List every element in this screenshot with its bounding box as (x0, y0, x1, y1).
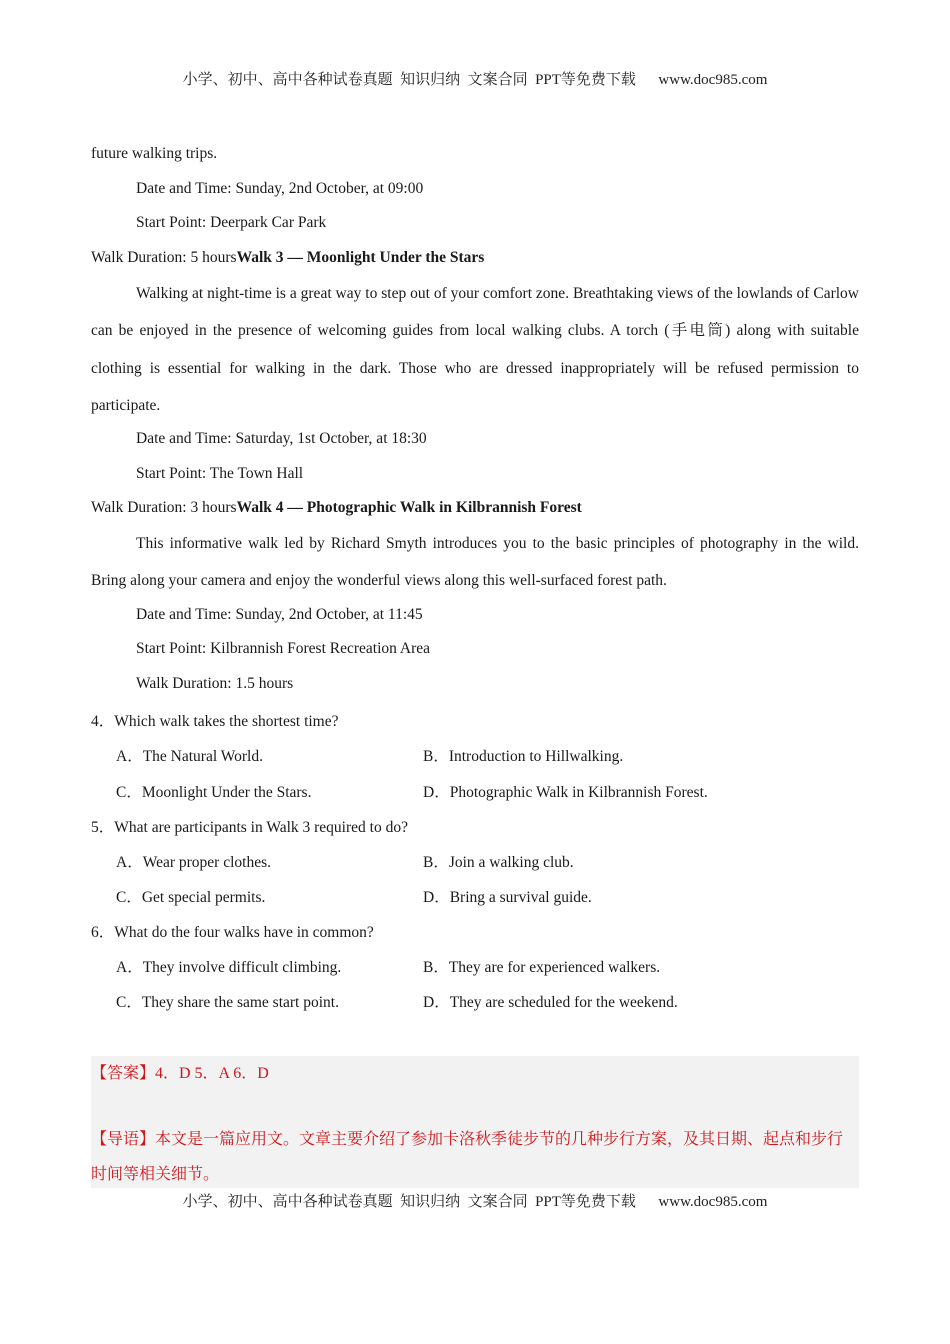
walk4-duration: Walk Duration: 1.5 hours (136, 675, 294, 692)
question-6-option-a: A．They involve difficult climbing. (116, 959, 342, 976)
walk3-duration: Walk Duration: 3 hours (91, 499, 237, 516)
walk3-start: Start Point: The Town Hall (136, 465, 304, 482)
walk2-date: Date and Time: Sunday, 2nd October, at 09:00 (136, 180, 424, 197)
walk2-duration: Walk Duration: 5 hours (91, 249, 237, 266)
walk4-date: Date and Time: Sunday, 2nd October, at 11:45 (136, 606, 423, 623)
page-footer: 小学、初中、高中各种试卷真题 知识归纳 文案合同 PPT等免费下载 www.doc985.com (182, 1194, 768, 1210)
walk3-date: Date and Time: Saturday, 1st October, at 18:30 (136, 430, 427, 447)
reading-guide: 【导语】本文是一篇应用文。文章主要介绍了参加卡洛秋季徒步节的几种步行方案，及其日期、起点和步行时间等相关细节。 (91, 1131, 844, 1183)
walk2-start: Start Point: Deerpark Car Park (136, 214, 327, 231)
question-6-option-b: B．They are for experienced walkers. (423, 959, 661, 976)
walk4-body-text: This informative walk led by Richard Smyth introduces you to the basic principles of photography in the wild. Bring along your camera and enjoy the wonderful views along this well-surfaced forest path. (91, 535, 859, 590)
walk3-body-text: Walking at night-time is a great way to step out of your comfort zone. Breathtaking views of the lowlands of Carlow can be enjoyed in the presence of welcoming guides from local walking clubs. A torch (手电筒) along with suitable clothing is essential for walking in the dark. Those who are dressed inappropriately will be refused permission to participate. (91, 285, 859, 414)
question-4-stem: 4．Which walk takes the shortest time? (91, 713, 339, 730)
question-5-stem: 5．What are participants in Walk 3 required to do? (91, 819, 408, 836)
question-4-option-a: A．The Natural World. (116, 748, 263, 765)
answer-key: 【答案】4．D 5．A 6．D (91, 1065, 269, 1082)
walk4-body (91, 525, 859, 600)
question-4-option-d: D．Photographic Walk in Kilbrannish Forest. (423, 784, 708, 801)
question-5-option-d: D．Bring a survival guide. (423, 889, 592, 906)
continuation-text: future walking trips. (91, 145, 218, 162)
walk3-body (91, 275, 859, 424)
question-4-option-c: C．Moonlight Under the Stars. (116, 784, 312, 801)
question-6-stem: 6．What do the four walks have in common? (91, 924, 374, 941)
question-5-option-a: A．Wear proper clothes. (116, 854, 271, 871)
walk3-duration-and-walk4-title (91, 499, 582, 517)
page-header: 小学、初中、高中各种试卷真题 知识归纳 文案合同 PPT等免费下载 www.doc985.com (182, 72, 768, 88)
walk3-title: Walk 3 — Moonlight Under the Stars (236, 249, 485, 266)
question-6-option-d: D．They are scheduled for the weekend. (423, 994, 678, 1011)
question-5-option-c: C．Get special permits. (116, 889, 266, 906)
question-4-option-b: B．Introduction to Hillwalking. (423, 748, 624, 765)
walk4-title: Walk 4 — Photographic Walk in Kilbrannish Forest (236, 499, 582, 516)
question-6-option-c: C．They share the same start point. (116, 994, 339, 1011)
walk2-duration-and-walk3-title (91, 249, 484, 267)
question-5-option-b: B．Join a walking club. (423, 854, 574, 871)
walk4-start: Start Point: Kilbrannish Forest Recreation Area (136, 640, 431, 657)
